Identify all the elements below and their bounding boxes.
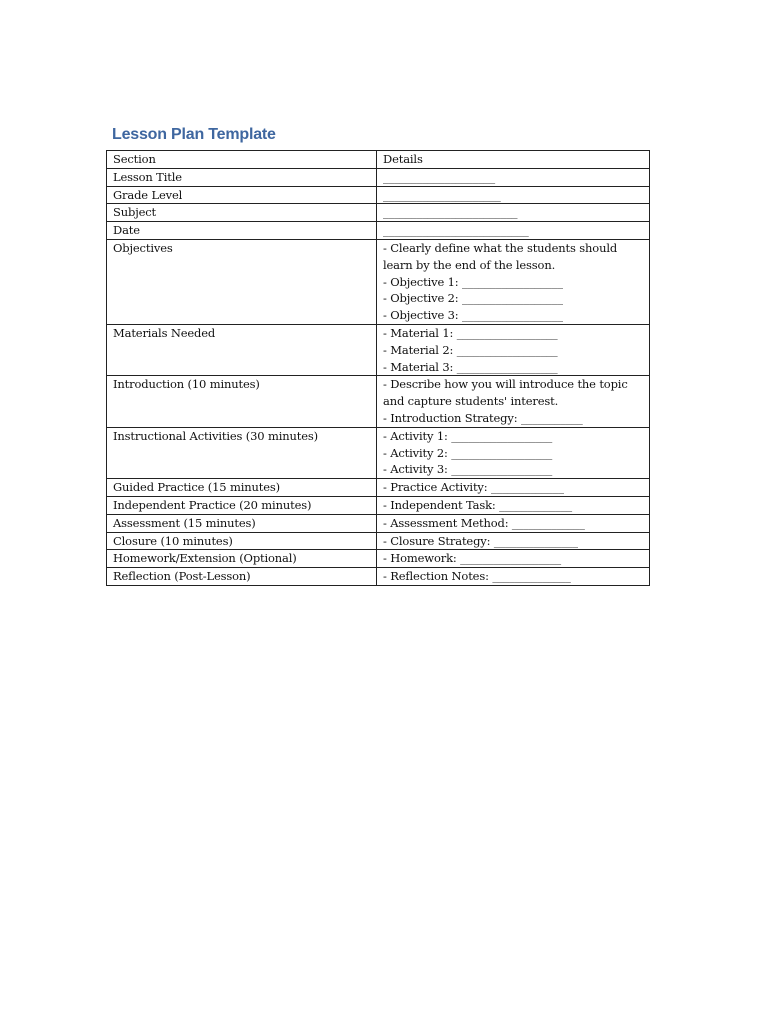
section-cell: Materials Needed — [107, 324, 377, 375]
section-cell: Assessment (15 minutes) — [107, 514, 377, 532]
table-row — [107, 532, 650, 550]
column-header-details: Details — [377, 151, 650, 169]
details-line: and capture students' interest. — [383, 394, 559, 409]
details-cell — [377, 479, 650, 497]
details-line: - Objective 3: __________________ — [383, 308, 563, 323]
details-line: - Introduction Strategy: ___________ — [383, 410, 583, 425]
table-row — [107, 376, 650, 427]
details-line: - Objective 2: __________________ — [383, 291, 563, 306]
details-cell — [377, 376, 650, 427]
details-cell — [377, 186, 650, 204]
details-line: - Material 2: __________________ — [383, 342, 558, 357]
section-cell: Closure (10 minutes) — [107, 532, 377, 550]
details-line: - Independent Task: _____________ — [383, 497, 572, 512]
details-line: - Reflection Notes: ______________ — [383, 569, 571, 584]
details-cell — [377, 204, 650, 222]
details-line: - Objective 1: __________________ — [383, 274, 563, 289]
details-cell — [377, 222, 650, 240]
section-cell: Lesson Title — [107, 168, 377, 186]
details-cell — [377, 239, 650, 324]
table-row — [107, 550, 650, 568]
details-line: - Activity 2: __________________ — [383, 445, 553, 460]
details-line: - Assessment Method: _____________ — [383, 515, 585, 530]
section-cell: Instructional Activities (30 minutes) — [107, 427, 377, 478]
details-line: - Activity 1: __________________ — [383, 428, 553, 443]
details-line: learn by the end of the lesson. — [383, 257, 556, 272]
section-cell: Grade Level — [107, 186, 377, 204]
section-cell: Guided Practice (15 minutes) — [107, 479, 377, 497]
table-row — [107, 427, 650, 478]
table-row — [107, 324, 650, 375]
table-row — [107, 168, 650, 186]
details-cell — [377, 168, 650, 186]
table-row — [107, 186, 650, 204]
section-cell: Subject — [107, 204, 377, 222]
page-title: Lesson Plan Template — [112, 126, 276, 143]
details-line: _____________________ — [383, 187, 501, 202]
section-cell: Reflection (Post-Lesson) — [107, 568, 377, 586]
details-line: - Closure Strategy: _______________ — [383, 533, 578, 548]
table-row — [107, 568, 650, 586]
column-header-section: Section — [107, 151, 377, 169]
details-cell — [377, 514, 650, 532]
section-cell: Homework/Extension (Optional) — [107, 550, 377, 568]
table-row — [107, 479, 650, 497]
lesson-plan-table — [106, 150, 650, 586]
table-row — [107, 239, 650, 324]
details-line: ________________________ — [383, 205, 518, 220]
section-cell: Date — [107, 222, 377, 240]
details-cell — [377, 427, 650, 478]
details-cell — [377, 324, 650, 375]
details-line: - Practice Activity: _____________ — [383, 480, 564, 495]
table-header-row — [107, 151, 650, 169]
details-cell — [377, 532, 650, 550]
section-cell: Introduction (10 minutes) — [107, 376, 377, 427]
section-cell: Independent Practice (20 minutes) — [107, 496, 377, 514]
details-line: - Material 3: __________________ — [383, 359, 558, 374]
details-line: __________________________ — [383, 223, 529, 238]
table-row — [107, 222, 650, 240]
table-row — [107, 514, 650, 532]
details-cell — [377, 550, 650, 568]
section-cell: Objectives — [107, 239, 377, 324]
details-line: - Describe how you will introduce the topic — [383, 377, 628, 392]
details-line: - Activity 3: __________________ — [383, 462, 553, 477]
table-row — [107, 496, 650, 514]
details-line: - Material 1: __________________ — [383, 325, 558, 340]
details-line: - Clearly define what the students should — [383, 240, 618, 255]
details-cell — [377, 568, 650, 586]
details-cell — [377, 496, 650, 514]
table-row — [107, 204, 650, 222]
details-line: - Homework: __________________ — [383, 551, 561, 566]
details-line: ____________________ — [383, 169, 496, 184]
